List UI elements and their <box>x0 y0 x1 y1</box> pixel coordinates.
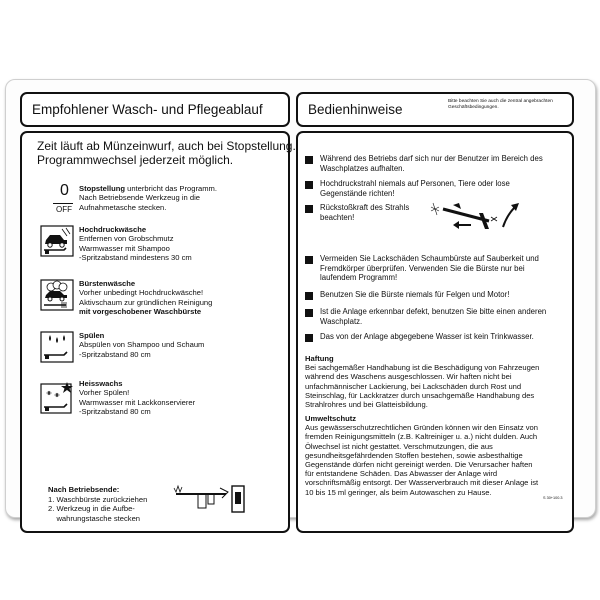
step-line: Abspülen von Shampoo und Schaum <box>79 340 205 350</box>
section-line: 10 bis 15 ml geringer, als beim Autowaschen zu Hause. <box>305 487 492 497</box>
right-panel-title: Bedienhinweise <box>308 102 403 117</box>
rule-item <box>320 203 430 222</box>
bullet-marker <box>305 205 313 213</box>
left-panel-title: Empfohlener Wasch- und Pflegeablauf <box>32 102 263 117</box>
intro-text <box>37 139 296 167</box>
section-line: Aus gewässerschutzrechtlichen Gründen können wir den Einsatz von <box>305 423 539 433</box>
intro-line: Zeit läuft ab Münzeinwurf, auch bei Stopstellung. <box>37 139 296 153</box>
section-line: Steinschlag, für Lackkratzer durch unsachgemäße Handhabung des <box>305 390 535 400</box>
step-line: -Spritzabstand 80 cm <box>79 349 151 359</box>
rule-line: Ist die Anlage erkennbar defekt, benutzen Sie bitte einen anderen <box>320 307 547 316</box>
step-line-bold: mit vorgeschobener Waschbürste <box>79 306 202 316</box>
step-line: -Spritzabstand mindestens 30 cm <box>79 252 192 262</box>
rule-item <box>320 254 575 283</box>
brush-wash-icon <box>40 279 74 311</box>
step-title: Heisswachs <box>79 379 123 388</box>
section-line: für entstandene Schäden. Das Abwasser der Anlage wird <box>305 469 498 479</box>
intro-line: Programmwechsel jederzeit möglich. <box>37 153 234 167</box>
off-label: OFF <box>56 205 72 214</box>
rule-line: Waschplatz. <box>320 316 363 326</box>
recoil-force-illustration-icon <box>425 195 535 245</box>
step-title: Hochdruckwäsche <box>79 225 147 234</box>
step-line: Entfernen von Grobschmutz <box>79 234 174 244</box>
rule-line: laufendem Programm! <box>320 273 398 283</box>
bullet-marker <box>305 156 313 164</box>
bullet-marker <box>305 181 313 189</box>
rule-line: Waschplatzes aufhalten. <box>320 163 405 173</box>
section-line: unfachmännischer Lackierung, bei Lackschäden durch Rost und <box>305 381 522 391</box>
off-symbol: 0 <box>60 182 69 199</box>
section-line: während des Waschens ausgeschlossen. Wir haften nicht bei <box>305 372 512 382</box>
step-line: Warmwasser mit Lackkonservierer <box>79 397 196 407</box>
section-line: Ölwechsel ist nicht gestattet. Verschmutzungen, die aus <box>305 441 493 451</box>
header-note: Bitte beachten Sie auch die zentral angebrachten Geschäftsbedingungen. <box>448 99 553 110</box>
rule-item <box>320 154 575 173</box>
step-title: Spülen <box>79 331 105 340</box>
rule-line: Benutzen Sie die Bürste niemals für Felgen und Motor! <box>320 290 510 299</box>
rule-line: Während des Betriebs darf sich nur der Benutzer im Bereich des <box>320 154 543 163</box>
rule-item <box>320 290 575 300</box>
section-line: Bei sachgemäßer Handhabung ist die Beschädigung von Fahrzeugen <box>305 363 540 373</box>
step-brush-wash <box>33 279 212 316</box>
end-line: 2. Werkzeug in die Aufbe- <box>48 504 135 514</box>
bullet-marker <box>305 256 313 264</box>
rule-line: beachten! <box>320 212 355 222</box>
high-pressure-wash-icon <box>40 225 74 257</box>
section-title: Haftung <box>305 354 334 363</box>
right-header-box <box>296 92 574 127</box>
section-line: gesundheitsgefährdenden Stoffen bestehen, sowie asbesthaltige <box>305 450 523 460</box>
hot-wax-icon <box>40 381 74 415</box>
left-header-box <box>20 92 290 127</box>
step-line: Nach Betriebsende Werkzeug in die <box>79 193 201 203</box>
bullet-marker <box>305 292 313 300</box>
step-title-rest: unterbricht das Programm. <box>124 184 217 193</box>
section-line: fremden Reinigungsmitteln (z.B. Kaltreiniger u. a.) nicht dulden. Auch <box>305 432 538 442</box>
end-title: Nach Betriebsende: <box>48 485 120 494</box>
end-line: 1. Waschbürste zurückziehen <box>48 494 148 504</box>
rule-item <box>320 332 575 342</box>
step-line: Warmwasser mit Shampoo <box>79 243 170 253</box>
section-line: vorschriftsmäßig entsorgt. Der Wasserverbrauch mit dieser Anlage ist <box>305 478 539 488</box>
step-line: Vorher Spülen! <box>79 388 130 398</box>
step-title: Bürstenwäsche <box>79 279 136 288</box>
section-line: Strahlrohres und bei Glatteisbildung. <box>305 400 428 410</box>
rule-line: Vermeiden Sie Lackschäden Schaumbürste auf Sauberkeit und <box>320 254 539 263</box>
bullet-marker <box>305 309 313 317</box>
rule-line: Rückstoßkraft des Strahls <box>320 203 410 212</box>
rule-item <box>320 307 575 326</box>
step-high-pressure <box>33 225 192 262</box>
bullet-marker <box>305 334 313 342</box>
rule-line: Hochdruckstrahl niemals auf Personen, Tiere oder lose <box>320 179 510 188</box>
end-line: wahrungstasche stecken <box>48 513 141 523</box>
after-operation-block <box>48 485 147 523</box>
step-stop <box>33 184 217 212</box>
step-hot-wax <box>33 379 195 416</box>
step-line: Aufnahmetasche stecken. <box>79 202 167 212</box>
rule-line: Gegenstände richten! <box>320 188 395 198</box>
step-line: -Spritzabstand 80 cm <box>79 406 151 416</box>
rule-line: Das von der Anlage abgegebene Wasser ist kein Trinkwasser. <box>320 332 534 341</box>
step-rinse <box>33 331 204 359</box>
rule-line: Fremdkörper überprüfen. Verwenden Sie die Bürste nur bei <box>320 263 525 273</box>
step-line: Vorher unbedingt Hochdruckwäsche! <box>79 288 204 298</box>
section-line: Gegenstände dürfen nicht gereinigt werden. Die Verursacher haften <box>305 460 533 470</box>
rinse-icon <box>40 331 74 363</box>
off-switch-icon <box>33 184 79 212</box>
product-code: S 30+100.3 <box>543 496 563 500</box>
liability-section <box>305 354 560 409</box>
step-title: Stopstellung <box>79 184 125 193</box>
holster-illustration-icon <box>168 478 248 518</box>
section-title: Umweltschutz <box>305 414 357 423</box>
step-line: Aktivschaum zur gründlichen Reinigung <box>79 297 213 307</box>
environment-section <box>305 414 560 497</box>
